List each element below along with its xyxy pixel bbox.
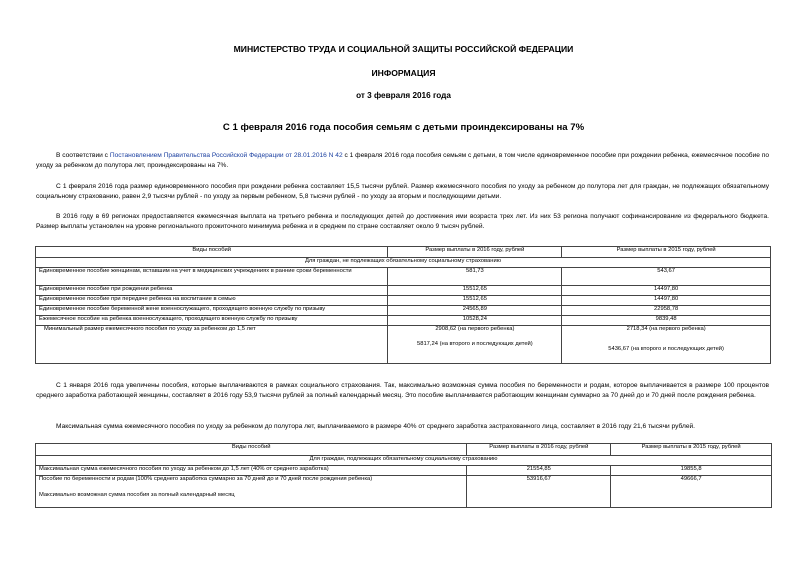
cell-2016: 10528,24 [388, 316, 562, 326]
column-header: Размер выплаты в 2016 году, рублей [388, 247, 562, 258]
benefits-table-insured [35, 443, 772, 508]
table-row [36, 326, 771, 364]
cell-2015: 9839,48 [562, 316, 771, 326]
benefits-table-uninsured [35, 246, 771, 364]
table-row [36, 296, 771, 306]
cell-2015: 14497,80 [562, 296, 771, 306]
cell-name: Единовременное пособие при рождении ребенка [36, 286, 388, 296]
paragraph-text: с 1 февраля 2016 года пособия семьям с детьми, в том числе единовременное пособие при рождении ребенка, ежемесячное пособие по уходу за ребенком до полутора лет, проиндексированы на 7%. [36, 152, 769, 170]
cell-2016: 53916,67 [467, 476, 611, 508]
cell-2015: 19855,8 [611, 466, 772, 476]
column-header: Размер выплаты в 2015 году, рублей [611, 444, 772, 456]
document-date: от 3 февраля 2016 года [356, 91, 451, 100]
value-second-child: 5817,24 (на второго и последующих детей) [417, 341, 533, 347]
value-second-child: 5436,67 (на второго и последующих детей) [608, 346, 724, 352]
column-header: Виды пособий [36, 444, 467, 456]
table-row [36, 306, 771, 316]
cell-name: Ежемесячное пособие на ребенка военнослужащего, проходящего военную службу по призыву [36, 316, 388, 326]
cell-2016: 24565,89 [388, 306, 562, 316]
table-section-label: Для граждан, не подлежащих обязательному социальному страхованию [36, 258, 771, 268]
document-title: С 1 февраля 2016 года пособия семьям с детьми проиндексированы на 7% [222, 122, 585, 133]
ministry-heading: МИНИСТЕРСТВО ТРУДА И СОЦИАЛЬНОЙ ЗАЩИТЫ РОССИЙСКОЙ ФЕДЕРАЦИИ [233, 44, 574, 54]
table-row [36, 476, 772, 508]
table-row [36, 316, 771, 326]
column-header: Виды пособий [36, 247, 388, 258]
cell-name: Единовременное пособие при передаче ребенка на воспитание в семью [36, 296, 388, 306]
cell-name [36, 476, 467, 508]
paragraph-lump-sum: С 1 февраля 2016 года размер единовременного пособия при рождении ребенка составляет 15,5 тысячи рублей. Размер ежемесячного пособия по уходу за ребенком до полутора лет для граждан, не подлежащих обязательному социальному страхованию, равен 2,9 тысячи рублей - по уходу за первым ребенком, 5,8 тысячи рублей - по уходу за вторым и последующими детьми. [36, 183, 769, 201]
cell-2016: 15512,65 [388, 296, 562, 306]
cell-name: Максимальная сумма ежемесячного пособия по уходу за ребенком до 1,5 лет (40% от среднего заработка) [36, 466, 467, 476]
cell-2015: 14497,80 [562, 286, 771, 296]
column-header: Размер выплаты в 2015 году, рублей [562, 247, 771, 258]
cell-name: Единовременное пособие беременной жене военнослужащего, проходящего военную службу по призыву [36, 306, 388, 316]
cell-2015: 22958,78 [562, 306, 771, 316]
paragraph-text: В соответствии с [56, 152, 110, 159]
paragraph-regions: В 2016 году в 69 регионах предоставляется ежемесячная выплата на третьего ребенка и последующих детей до достижения ими возраста трех лет. Из них 53 региона получают софинансирование из федерального бюджета. Размер выплаты установлен на уровне регионального прожиточного минимума ребенка и в среднем по стране составляет около 9 тысяч рублей. [36, 213, 769, 231]
column-header: Размер выплаты в 2016 году, рублей [467, 444, 611, 456]
row-description: Пособие по беременности и родам (100% среднего заработка суммарно за 70 дней до и 70 дней после рождения ребенка) [39, 476, 373, 482]
table-section-label: Для граждан, подлежащих обязательному социальному страхованию [36, 456, 772, 466]
table-row [36, 268, 771, 286]
cell-2015: 49666,7 [611, 476, 772, 508]
cell-2015 [562, 326, 771, 364]
cell-2016: 581,73 [388, 268, 562, 286]
paragraph-resolution [36, 151, 769, 171]
document-type: ИНФОРМАЦИЯ [371, 68, 436, 78]
value-first-child: 2718,34 (на первого ребенка) [626, 326, 706, 332]
cell-2016: 21554,85 [467, 466, 611, 476]
cell-name: Единовременное пособие женщинам, вставшим на учет в медицинских учреждениях в ранние сроки беременности [36, 268, 388, 286]
paragraph-max-allowance: Максимальная сумма ежемесячного пособия по уходу за ребенком до полутора лет, выплачиваемого в размере 40% от среднего заработка застрахованного лица, составляет в 2016 году 21,6 тысячи рублей. [56, 423, 696, 430]
resolution-link[interactable]: Постановлением Правительства Российской Федерации от 28.01.2016 N 42 [109, 152, 343, 159]
row-subnote: Максимально возможная сумма пособия за полный календарный месяц [39, 492, 235, 498]
cell-2015: 543,67 [562, 268, 771, 286]
table-row [36, 466, 772, 476]
cell-2016 [388, 326, 562, 364]
value-first-child: 2908,62 (на первого ребенка) [435, 326, 515, 332]
cell-2016: 15512,65 [388, 286, 562, 296]
cell-name: Минимальный размер ежемесячного пособия по уходу за ребенком до 1,5 лет [36, 326, 388, 364]
paragraph-insurance: С 1 января 2016 года увеличены пособия, которые выплачиваются в рамках социального страхования. Так, максимально возможная сумма пособия по беременности и родам, которое выплачивается в размере 100 процентов среднего заработка работающей женщины, составляет в 2016 году 53,9 тысячи рублей за полный календарный месяц. Это пособие выплачивается работающим женщинам суммарно за 70 дней до и 70 дней после рождения ребенка. [36, 382, 769, 400]
table-row [36, 286, 771, 296]
